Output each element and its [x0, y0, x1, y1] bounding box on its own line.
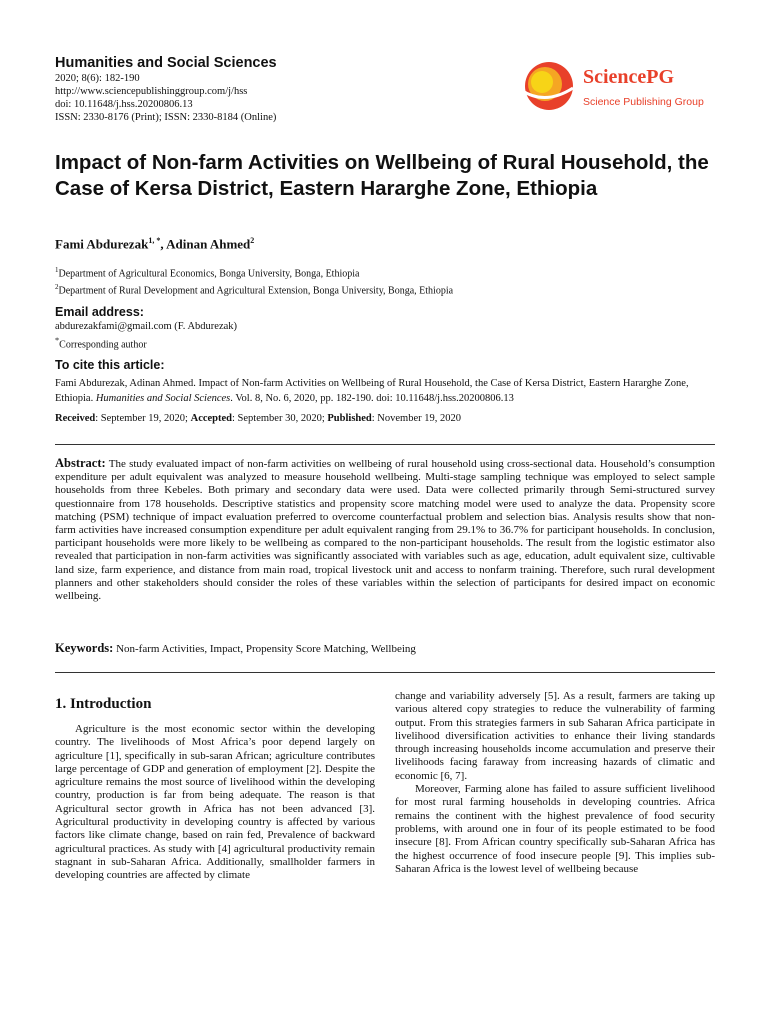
- column-left: [55, 723, 375, 883]
- intro-paragraph-3: Moreover, Farming alone has failed to assure sufficient livelihood for most rural farming households in developing countries. Africa remains the continent with the highest prevalence of food security problems, with around one in four of its people estimated to be food insecure [8]. From African country specifically sub-Saharan Africa has the highest occurrence of food insecure people [9]. This implies sub-Saharan Africa is the lowest level of wellbeing because: [395, 783, 715, 875]
- issue-info: 2020; 8(6): 182-190: [55, 73, 140, 84]
- abstract-text: The study evaluated impact of non-farm activities on wellbeing of rural household using cross-sectional data. Household’s consumption expenditure per adult equivalent was analyzed to measure household wellbeing. Multi-stage sampling technique was employed to select sample households from three Kebeles. Both primary and secondary data were used. Data were collected primarily through Semi-structured survey questionnaire from 178 households. Descriptive statistics and propensity score matching model were used to analyze the data. Propensity score matching (PSM) technique of impact evaluation preferred to overcome counterfactual problem and selection bias. Analysis results show that non-farm activities have increased consumption expenditure per adult equivalent ranging from 29.1% to 36.7% for participant households. In conclusion, participant households were more likely to be wellbeing as compared to the non-participant households. The result from the logistic estimator also revealed that participation in non-farm activities was significantly associated with variables such as age, education, adult equivalent size, cultivable land size, farm experience, and distance from main road, tropical livestock unit and access to nonfarm training. Therefore, such rural development planners and other stakeholders should consider the roles of these variables within the selection of participants for desired impact on economic wellbeing.: [55, 458, 715, 603]
- accepted-date: : September 30, 2020;: [232, 413, 328, 424]
- affiliation-2-num: 2: [55, 283, 59, 291]
- intro-paragraph-1: Agriculture is the most economic sector within the developing country. The livelihoods of Most Africa’s poor depend largely on agriculture [1], specifically in sub-saran African; agriculture contributes large percentage of GDP and generation of employment [2]. Despite the agriculture remains the most source of livelihood within the developing country, production is far from being adequate. The reason is that Agricultural sector growth in Africa has not been advanced [3]. Agricultural productivity in developing country is affected by various factors like climate change, based on rain fed, Prevalence of backward agricultural practices. As study with [4] agricultural productivity remain stagnant in sub-Saharan Africa. Additionally, smallholder farmers in developing countries are affected by climate: [55, 723, 375, 882]
- abstract: [55, 457, 715, 603]
- corresponding-text: Corresponding author: [59, 339, 147, 351]
- affiliation-2: [55, 283, 453, 296]
- intro-paragraph-2: change and variability adversely [5]. As a result, farmers are taking up various altered copy strategies to reduce the vulnerability of farming output. From this strategies farmers in sub Saharan Africa participate in livelihood diversification activities to enhance their living standards through increasing households income accumulation and preserve their livelihoods facing faraway from increasing hazards of climatic and economic [6, 7].: [395, 690, 715, 782]
- corresponding-mark: *: [55, 336, 60, 345]
- logo-text: SciencePG: [583, 66, 675, 88]
- keywords: [55, 641, 416, 656]
- article-title: Impact of Non-farm Activities on Wellbeing of Rural Household, the Case of Kersa District, Eastern Hararghe Zone, Ethiopia: [55, 151, 709, 200]
- email-heading: Email address:: [55, 305, 144, 319]
- author-1: Fami Abdurezak: [55, 236, 149, 252]
- published-date: : November 19, 2020: [371, 413, 461, 424]
- affiliation-1-num: 1: [55, 266, 59, 274]
- divider-top: [55, 444, 715, 445]
- issn: ISSN: 2330-8176 (Print); ISSN: 2330-8184 (Online): [55, 112, 277, 123]
- received-label: Received: [55, 413, 96, 424]
- email-address[interactable]: abdurezakfami@gmail.com (F. Abdurezak): [55, 321, 238, 332]
- abstract-label: Abstract:: [55, 456, 106, 470]
- doi: doi: 10.11648/j.hss.20200806.13: [55, 99, 193, 110]
- journal-meta: [55, 72, 276, 124]
- published-label: Published: [327, 413, 372, 424]
- author-separator: ,: [160, 236, 167, 252]
- authors: [55, 236, 254, 252]
- affiliation-1-text: Department of Agricultural Economics, Bonga University, Bonga, Ethiopia: [58, 268, 360, 280]
- divider-bottom: [55, 672, 715, 673]
- author-2: Adinan Ahmed: [166, 236, 251, 252]
- affiliation-2-text: Department of Rural Development and Agricultural Extension, Bonga University, Bonga, Ethiopia: [58, 285, 454, 297]
- citation-journal: Humanities and Social Sciences: [95, 393, 231, 404]
- section-title: 1. Introduction: [55, 696, 152, 712]
- citation-pre: Fami Abdurezak, Adinan Ahmed. Impact of Non-farm Activities on Wellbeing of Rural Household, the Case of Kersa District, Eastern Hararghe Zone, Ethiopia.: [55, 378, 689, 404]
- affiliation-1: [55, 266, 359, 279]
- keywords-label: Keywords:: [55, 641, 114, 655]
- journal-name: Humanities and Social Sciences: [55, 55, 277, 71]
- keywords-text: Non-farm Activities, Impact, Propensity Score Matching, Wellbeing: [116, 643, 416, 655]
- column-right: [395, 690, 715, 876]
- author-1-sup: 1, *: [148, 236, 161, 245]
- citation: [55, 376, 715, 406]
- author-2-sup: 2: [250, 236, 255, 245]
- corresponding-note: [55, 334, 147, 351]
- journal-url[interactable]: http://www.sciencepublishinggroup.com/j/hss: [55, 86, 248, 97]
- accepted-label: Accepted: [190, 413, 233, 424]
- article-dates: [55, 413, 461, 424]
- cite-heading: To cite this article:: [55, 358, 165, 372]
- citation-post: . Vol. 8, No. 6, 2020, pp. 182-190. doi: 10.11648/j.hss.20200806.13: [230, 393, 514, 404]
- logo-subtitle: Science Publishing Group: [583, 96, 704, 108]
- received-date: : September 19, 2020;: [95, 413, 191, 424]
